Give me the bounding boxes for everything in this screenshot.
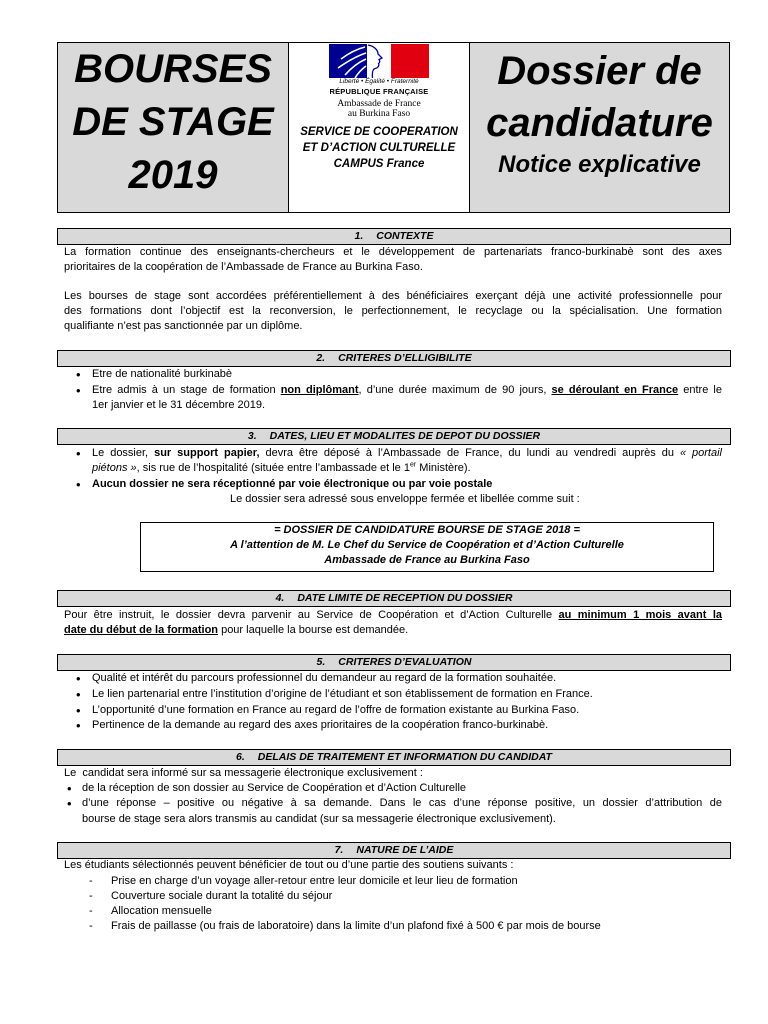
aid-item: Couverture sociale durant la totalité du séjour [111, 890, 333, 902]
aid-item: Allocation mensuelle [111, 905, 212, 917]
document-subtitle: Notice explicative [498, 151, 701, 178]
section-number: 5. [316, 656, 326, 668]
service-name-line: ET D’ACTION CULTURELLE [302, 142, 456, 154]
section-2-header [57, 350, 731, 367]
submission-warning: Aucun dossier ne sera réceptionné par voie électronique ou par voie postale [92, 478, 493, 490]
text-segment: devra être déposé à l’Ambassade de France, du lundi au vendredi auprès du [259, 447, 680, 459]
text-segment: , sis rue de l’hospitalité (située entre l’ambassade et le 1 [136, 462, 410, 474]
text-segment: Ministère). [416, 462, 471, 474]
evaluation-criterion: Qualité et intérêt du parcours professionnel du demandeur au regard de la formation souhaitée. [92, 672, 557, 684]
paragraph-line: Les étudiants sélectionnés peuvent bénéficier de tout ou d’une partie des soutiens suivants : [64, 859, 514, 871]
section-number: 7. [334, 844, 344, 856]
address-line: A l’attention de M. Le Chef du Service de Coopération et d’Action Culturelle [230, 539, 624, 551]
address-box [140, 522, 714, 572]
section-title: CRITERES D’EVALUATION [338, 656, 472, 668]
criteria-item-continuation: 1er janvier et le 31 décembre 2019. [92, 399, 266, 411]
notification-item-continuation: bourse de stage sera alors transmis au candidat (sur sa messagerie électronique exclusivement). [82, 813, 556, 825]
bullet-marker: • [67, 781, 72, 796]
service-campus: CAMPUS France [333, 158, 425, 170]
bullet-marker: • [76, 446, 81, 461]
section-6-header [57, 749, 731, 766]
bullet-marker: • [67, 796, 72, 811]
dash-marker: - [89, 920, 93, 932]
bullet-marker: • [76, 687, 81, 702]
embassy-country: au Burkina Faso [347, 109, 411, 119]
submission-item-continuation [92, 461, 471, 476]
main-title-year: 2019 [128, 153, 218, 197]
logo-red-panel [391, 44, 429, 78]
text-segment: entre le [678, 384, 722, 396]
paragraph-line: des formations dont l’objectif est la reconversion, le perfectionnement, le recyclage ou la spécialisation. Une formation [64, 305, 722, 317]
main-title-line: DE STAGE [72, 100, 274, 144]
document-title-cell [469, 42, 730, 213]
republic-motto: Liberté • Égalité • Fraternité [339, 78, 419, 85]
section-title: DATE LIMITE DE RECEPTION DU DOSSIER [297, 592, 513, 604]
address-line: = DOSSIER DE CANDIDATURE BOURSE DE STAGE 2018 = [274, 524, 580, 536]
embassy-name: Ambassade de France [337, 99, 421, 109]
notification-item: d’une réponse – positive ou négative à sa demande. Dans le cas d’une réponse positive, un dossier d’attribution de [82, 797, 722, 809]
bullet-marker: • [76, 383, 81, 398]
section-number: 1. [354, 230, 364, 242]
text-segment: Le dossier, [92, 447, 155, 459]
bullet-marker: • [76, 367, 81, 382]
dash-marker: - [89, 890, 93, 902]
superscript-segment: er [409, 461, 417, 469]
italic-segment: « portail [679, 447, 722, 459]
paragraph-line: Le candidat sera informé sur sa messagerie électronique exclusivement : [64, 767, 423, 779]
bullet-marker: • [76, 671, 81, 686]
paragraph-line: prioritaires de la coopération de l’Ambassade de France au Burkina Faso. [64, 261, 423, 273]
service-name-line: SERVICE DE COOPERATION [300, 126, 458, 138]
section-4-header [57, 590, 731, 607]
section-title: CRITERES D’ELLIGIBILITE [338, 352, 472, 364]
text-segment: pour laquelle la bourse est demandée. [218, 624, 409, 636]
section-title: DATES, LIEU ET MODALITES DE DEPOT DU DOSSIER [269, 430, 541, 442]
text-segment: Etre admis à un stage de formation [92, 384, 281, 396]
dash-marker: - [89, 875, 93, 887]
emphasis-segment: se déroulant en France [551, 384, 679, 396]
dash-marker: - [89, 905, 93, 917]
paragraph-line: La formation continue des enseignants-chercheurs et le développement de partenariats franco-burkinabè sont des axes [64, 246, 722, 258]
bullet-marker: • [76, 477, 81, 492]
section-title: CONTEXTE [376, 230, 434, 242]
emphasis-segment: non diplômant [280, 384, 359, 396]
aid-item: Prise en charge d’un voyage aller-retour entre leur domicile et leur lieu de formation [111, 875, 518, 887]
address-note: Le dossier sera adressé sous enveloppe fermée et libellée comme suit : [230, 493, 580, 505]
text-segment: Pour être instruit, le dossier devra parvenir au Service de Coopération et d’Action Culturelle [64, 609, 559, 621]
evaluation-criterion: Pertinence de la demande au regard des axes prioritaires de la coopération franco-burkinabè. [92, 719, 549, 731]
section-3-header [57, 428, 731, 445]
section-title: DELAIS DE TRAITEMENT ET INFORMATION DU CANDIDAT [257, 751, 552, 763]
bullet-marker: • [76, 703, 81, 718]
title-cell [57, 42, 289, 213]
section-number: 4. [275, 592, 285, 604]
paragraph-line [64, 608, 722, 623]
section-7-header [57, 842, 731, 859]
emphasis-segment: sur support papier, [154, 447, 260, 459]
republic-name: RÉPUBLIQUE FRANÇAISE [329, 87, 429, 96]
evaluation-criterion: L’opportunité d’une formation en France au regard de l’offre de formation existante au Burkina Faso. [92, 704, 580, 716]
section-title: NATURE DE L’AIDE [356, 844, 454, 856]
document-title-line: Dossier de [497, 49, 702, 93]
text-segment: , d’une durée maximum de 90 jours, [358, 384, 552, 396]
main-title-line: BOURSES [74, 47, 272, 91]
criteria-item: Etre de nationalité burkinabè [92, 368, 233, 380]
emphasis-segment: au minimum 1 mois avant la [558, 609, 722, 621]
section-number: 6. [236, 751, 245, 763]
bullet-marker: • [76, 718, 81, 733]
logo-profile [368, 45, 382, 78]
notification-item: de la réception de son dossier au Service de Coopération et d’Action Culturelle [82, 782, 467, 794]
aid-item: Frais de paillasse (ou frais de laboratoire) dans la limite d’un plafond fixé à 500 € par mois de bourse [111, 920, 601, 932]
section-number: 2. [316, 352, 326, 364]
address-line: Ambassade de France au Burkina Faso [324, 554, 530, 566]
emphasis-segment: date du début de la formation [64, 624, 219, 636]
document-title-line: candidature [486, 101, 713, 145]
submission-item [92, 446, 722, 461]
paragraph-line [64, 623, 408, 638]
institution-cell [288, 42, 470, 213]
section-5-header [57, 654, 731, 671]
criteria-item [92, 383, 722, 398]
section-number: 3. [247, 430, 257, 442]
paragraph-line: qualifiante n’est pas sanctionnée par un diplôme. [64, 320, 303, 332]
marianne-logo [329, 44, 429, 78]
italic-segment: piétons » [92, 462, 137, 474]
evaluation-criterion: Le lien partenarial entre l’institution d’origine de l’étudiant et son établissement de formation en France. [92, 688, 593, 700]
paragraph-line: Les bourses de stage sont accordées préférentiellement à des bénéficiaires exerçant déjà une activité professionnelle pour [64, 290, 722, 302]
section-1-header [57, 228, 731, 245]
